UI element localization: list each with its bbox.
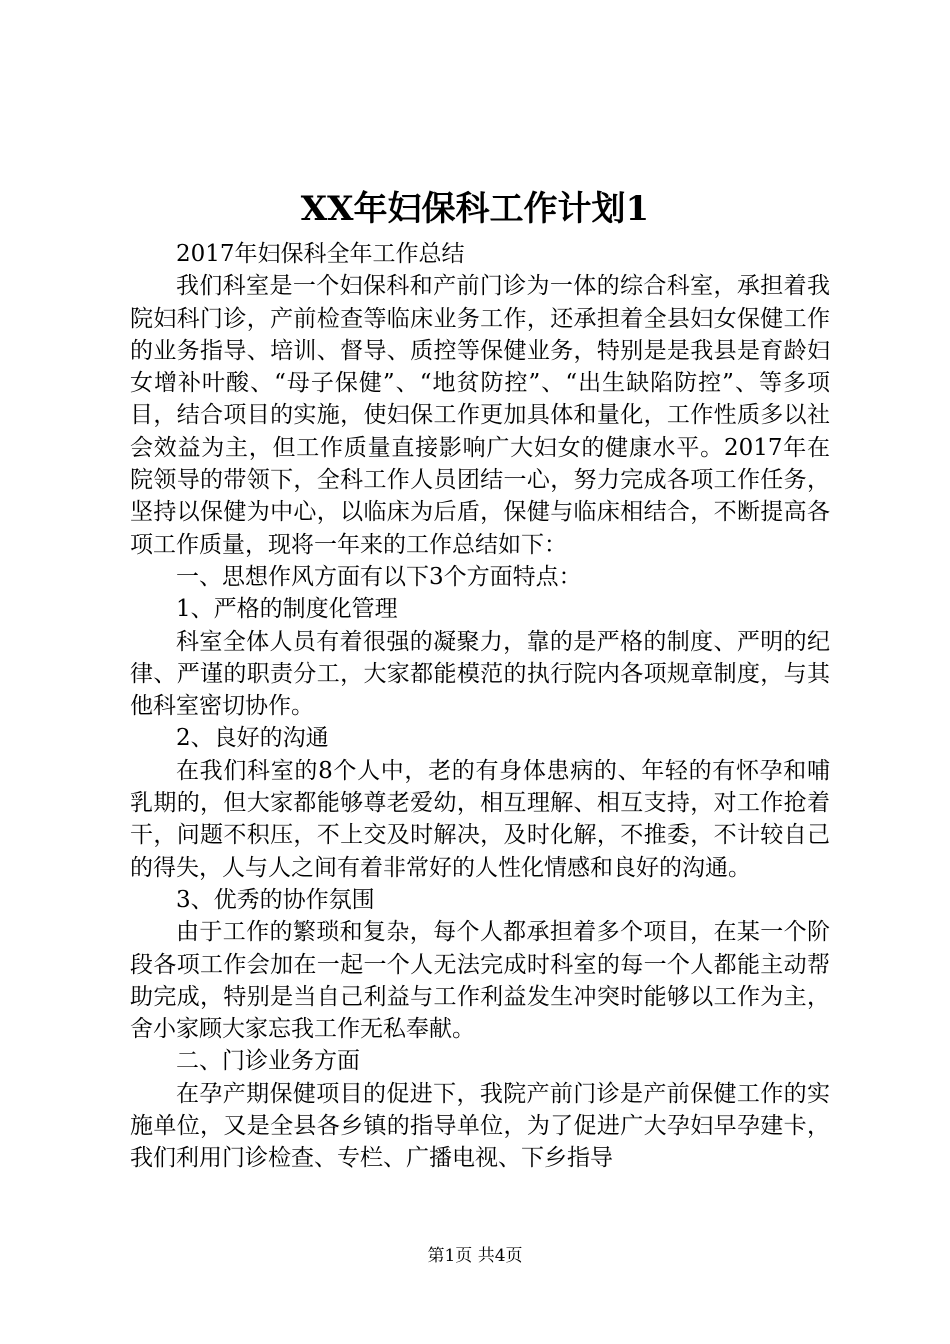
document-title: XX年妇保科工作计划1	[300, 189, 650, 229]
subheading-3: 3、优秀的协作氛围	[176, 886, 375, 913]
subheading-1: 1、严格的制度化管理	[176, 596, 398, 623]
paragraph-cooperation: 由于工作的繁琐和复杂，每个人都承担着多个项目，在某一个阶段各项工作会加在一起一个人无法完成时科室的每一个人都能主动帮助完成，特别是当自己利益与工作利益发生冲突时能够以工作为主，舍小家顾大家忘我工作无私奉献。	[130, 919, 830, 1043]
page-footer: 第1页 共4页	[427, 1246, 523, 1266]
subheading-2: 2、良好的沟通	[176, 725, 329, 752]
paragraph-communication: 在我们科室的8个人中，老的有身体患病的、年轻的有怀孕和哺乳期的，但大家都能够尊老爱幼，相互理解、相互支持，对工作抢着干，问题不积压，不上交及时解决，及时化解，不推委，不计较自己的得失，人与人之间有着非常好的人性化情感和良好的沟通。	[130, 757, 830, 881]
paragraph-intro: 我们科室是一个妇保科和产前门诊为一体的综合科室，承担着我院妇科门诊，产前检查等临床业务工作，还承担着全县妇女保健工作的业务指导、培训、督导、质控等保健业务，特别是是我县是育龄妇女增补叶酸、“母子保健”、“地贫防控”、“出生缺陷防控”、等多项目，结合项目的实施，使妇保工作更加具体和量化，工作性质多以社会效益为主，但工作质量直接影响广大妇女的健康水平。2017年在院领导的带领下，全科工作人员团结一心，努力完成各项工作任务，坚持以保健为中心，以临床为后盾，保健与临床相结合，不断提高各项工作质量，现将一年来的工作总结如下：	[130, 273, 830, 558]
section-heading-1: 一、思想作风方面有以下3个方面特点：	[176, 563, 582, 590]
section-heading-2: 二、门诊业务方面	[176, 1048, 360, 1075]
paragraph-subtitle: 2017年妇保科全年工作总结	[176, 241, 465, 267]
paragraph-clinic: 在孕产期保健项目的促进下，我院产前门诊是产前保健工作的实施单位，又是全县各乡镇的指导单位，为了促进广大孕妇早孕建卡，我们利用门诊检查、专栏、广播电视、下乡指导	[130, 1080, 830, 1172]
paragraph-management: 科室全体人员有着很强的凝聚力，靠的是严格的制度、严明的纪律、严谨的职责分工，大家都能模范的执行院内各项规章制度，与其他科室密切协作。	[130, 628, 830, 720]
document-body	[130, 238, 830, 1175]
